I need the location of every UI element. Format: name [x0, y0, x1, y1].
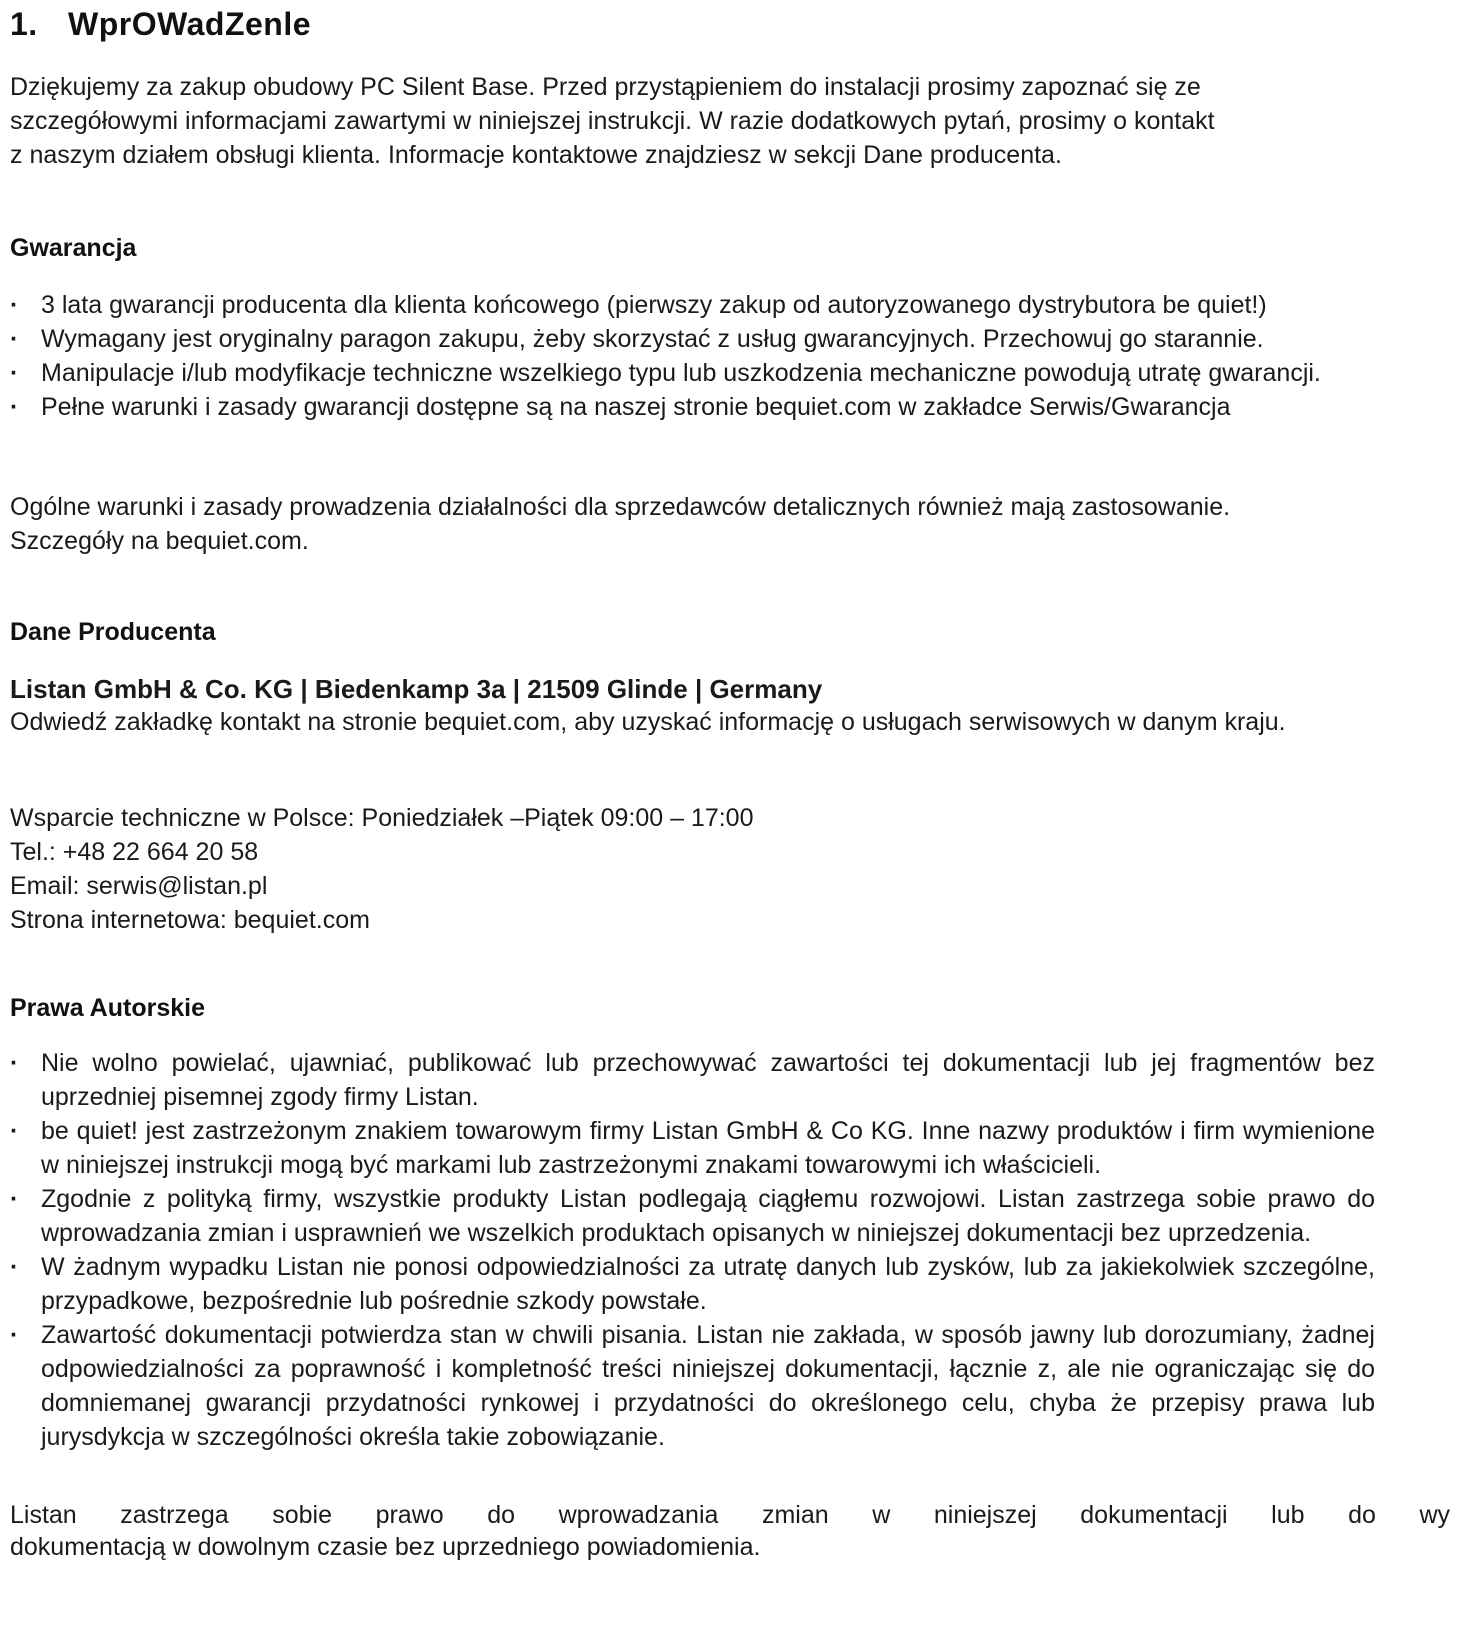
phone-number: Tel.: +48 22 664 20 58	[10, 838, 259, 866]
service-info: Odwiedź zakładkę kontakt na stronie bequiet.com, aby uzyskać informację o usługach serwisowych w danym kraju.	[10, 708, 1286, 736]
support-hours: Wsparcie techniczne w Polsce: Poniedziałek –Piątek 09:00 – 17:00	[10, 804, 754, 832]
warranty-item: · Pełne warunki i zasady gwarancji dostępne są na naszej stronie bequiet.com w zakładce Serwis/Gwarancja	[10, 390, 1345, 424]
warranty-item: · 3 lata gwarancji producenta dla klienta końcowego (pierwszy zakup od autoryzowanego dystrybutora be quiet!)	[10, 288, 1345, 322]
section-title: WprOWadZenle	[68, 6, 312, 42]
intro-line: z naszym działem obsługi klienta. Informacje kontaktowe znajdziesz w sekcji Dane producenta.	[10, 141, 1062, 169]
copyright-item: · W żadnym wypadku Listan nie ponosi odpowiedzialności za utratę danych lub zysków, lub za jakiekolwiek szczególne, przypadkowe, bezpośrednie lub pośrednie szkody powstałe.	[10, 1250, 1375, 1318]
copyright-item: · be quiet! jest zastrzeżonym znakiem towarowym firmy Listan GmbH & Co KG. Inne nazwy produktów i firm wymienione w niniejszej instrukcji mogą być markami lub zastrzeżonymi znakami towarowymi ich właścicieli.	[10, 1114, 1375, 1182]
contact-block	[10, 801, 1410, 937]
closing-line-1: Listan zastrzega sobie prawo do wprowadzania zmian w niniejszej dokumentacji lub do wy	[10, 1501, 1450, 1529]
copyright-item: · Zawartość dokumentacji potwierdza stan w chwili pisania. Listan nie zakłada, w sposób jawny lub dorozumiany, żadnej odpowiedzialności za poprawność i kompletność treści niniejszej dokumentacji, łącznie z, ale nie ograniczając się do domniemanej gwarancji przydatności rynkowej i przydatności do określonego celu, chyba że przepisy prawa lub jurysdykcja w szczególności określa takie zobowiązanie.	[10, 1318, 1375, 1454]
manufacturer-address: Listan GmbH & Co. KG | Biedenkamp 3a | 21509 Glinde | Germany	[10, 674, 823, 704]
manufacturer-heading: Dane Producenta	[10, 618, 216, 646]
website-address: Strona internetowa: bequiet.com	[10, 906, 370, 934]
warranty-item: · Manipulacje i/lub modyfikacje techniczne wszelkiego typu lub uszkodzenia mechaniczne powodują utratę gwarancji.	[10, 356, 1345, 390]
terms-line: Szczegóły na bequiet.com.	[10, 527, 309, 555]
section-heading	[10, 6, 311, 43]
warranty-item: · Wymagany jest oryginalny paragon zakupu, żeby skorzystać z usług gwarancyjnych. Przechowuj go starannie.	[10, 322, 1345, 356]
copyright-item: · Nie wolno powielać, ujawniać, publikować lub przechowywać zawartości tej dokumentacji lub jej fragmentów bez uprzedniej pisemnej zgody firmy Listan.	[10, 1046, 1375, 1114]
copyright-item: · Zgodnie z polityką firmy, wszystkie produkty Listan podlegają ciągłemu rozwojowi. Listan zastrzega sobie prawo do wprowadzania zmian i usprawnień we wszelkich produktach opisanych w niniejszej dokumentacji bez uprzedzenia.	[10, 1182, 1375, 1250]
intro-paragraph	[10, 70, 1410, 172]
terms-line: Ogólne warunki i zasady prowadzenia działalności dla sprzedawców detalicznych również mają zastosowanie.	[10, 493, 1231, 521]
intro-line: Dziękujemy za zakup obudowy PC Silent Base. Przed przystąpieniem do instalacji prosimy zapoznać się ze	[10, 73, 1201, 101]
section-number: 1.	[10, 6, 38, 42]
terms-paragraph	[10, 490, 1410, 558]
email-address: Email: serwis@listan.pl	[10, 872, 268, 900]
intro-line: szczegółowymi informacjami zawartymi w niniejszej instrukcji. W razie dodatkowych pytań, prosimy o kontakt	[10, 107, 1215, 135]
copyright-list	[10, 1046, 1375, 1454]
warranty-heading: Gwarancja	[10, 234, 137, 262]
copyright-heading: Prawa Autorskie	[10, 994, 205, 1022]
warranty-list	[10, 288, 1345, 424]
closing-line-2: dokumentacją w dowolnym czasie bez uprzedniego powiadomienia.	[10, 1533, 761, 1561]
